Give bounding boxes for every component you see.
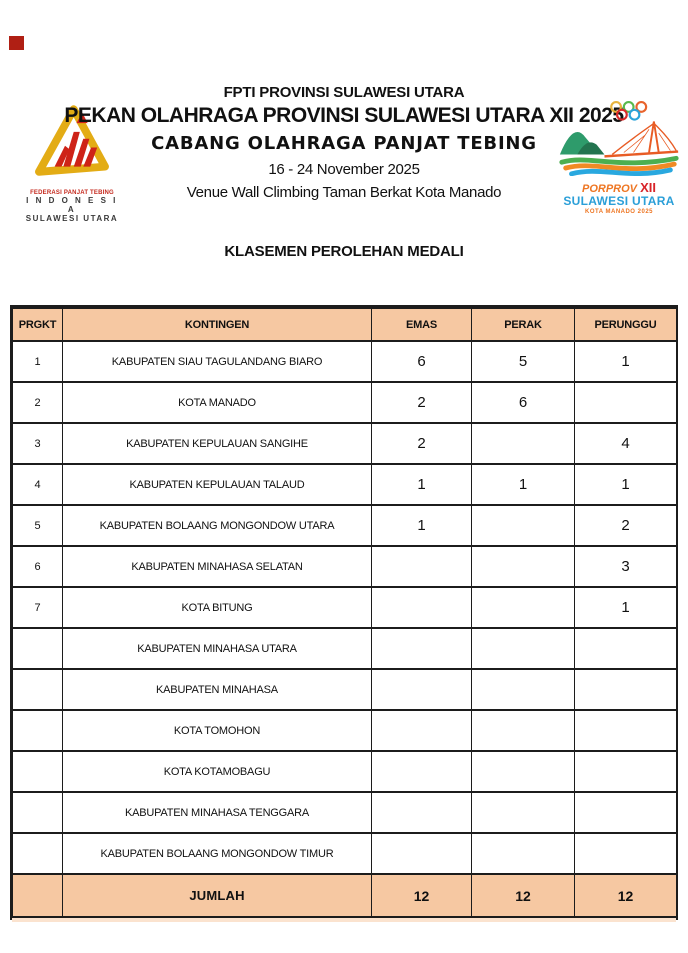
cell-rank — [13, 669, 63, 710]
cell-perak — [472, 833, 575, 874]
event-dates: 16 - 24 November 2025 — [268, 161, 420, 178]
porprov-logo-edition: XII — [640, 180, 656, 195]
table-row — [13, 341, 677, 382]
cell-emas: 2 — [372, 423, 472, 464]
cell-perunggu — [575, 792, 677, 833]
sport-branch-title: CABANG OLAHRAGA PANJAT TEBING — [151, 133, 537, 154]
table-row — [13, 546, 677, 587]
cell-rank: 2 — [13, 382, 63, 423]
porprov-logo-title — [554, 181, 684, 195]
event-venue: Venue Wall Climbing Taman Berkat Kota Manado — [186, 184, 502, 201]
cell-rank — [13, 833, 63, 874]
total-emas: 12 — [372, 874, 472, 917]
cell-perunggu: 1 — [575, 587, 677, 628]
total-perunggu: 12 — [575, 874, 677, 917]
cell-perunggu — [575, 833, 677, 874]
cell-perunggu — [575, 628, 677, 669]
cell-rank — [13, 751, 63, 792]
table-row — [13, 587, 677, 628]
cell-emas — [372, 628, 472, 669]
cell-kontingen: KABUPATEN KEPULAUAN TALAUD — [63, 464, 372, 505]
cell-emas — [372, 546, 472, 587]
col-header-emas: EMAS — [372, 308, 472, 341]
cell-emas — [372, 833, 472, 874]
cell-rank: 1 — [13, 341, 63, 382]
table-row — [13, 792, 677, 833]
cell-kontingen: KOTA TOMOHON — [63, 710, 372, 751]
table-row — [13, 382, 677, 423]
cell-emas: 1 — [372, 464, 472, 505]
cell-perak — [472, 505, 575, 546]
table-row — [13, 751, 677, 792]
table-row — [13, 628, 677, 669]
cell-kontingen: KOTA MANADO — [63, 382, 372, 423]
cell-perak: 1 — [472, 464, 575, 505]
cell-rank: 4 — [13, 464, 63, 505]
medal-table — [12, 307, 677, 918]
porprov-emblem-icon — [556, 98, 682, 176]
cell-emas — [372, 792, 472, 833]
cell-emas: 1 — [372, 505, 472, 546]
table-row — [13, 423, 677, 464]
total-perak: 12 — [472, 874, 575, 917]
cell-kontingen: KABUPATEN MINAHASA UTARA — [63, 628, 372, 669]
cell-rank — [13, 628, 63, 669]
cell-kontingen: KOTA BITUNG — [63, 587, 372, 628]
table-header-row — [13, 308, 677, 341]
fpti-logo-line1: FEDERASI PANJAT TEBING — [30, 190, 114, 196]
table-row — [13, 669, 677, 710]
cell-perak — [472, 423, 575, 464]
cell-perunggu — [575, 751, 677, 792]
red-corner-marker — [9, 36, 24, 50]
cell-rank: 7 — [13, 587, 63, 628]
porprov-logo — [554, 98, 684, 215]
cell-emas — [372, 669, 472, 710]
porprov-logo-host: KOTA MANADO 2025 — [584, 208, 653, 215]
cell-perunggu: 1 — [575, 464, 677, 505]
cell-perak: 5 — [472, 341, 575, 382]
cell-kontingen: KABUPATEN MINAHASA TENGGARA — [63, 792, 372, 833]
cell-perak — [472, 587, 575, 628]
cell-rank — [13, 710, 63, 751]
organization-title: FPTI PROVINSI SULAWESI UTARA — [223, 84, 465, 101]
cell-rank: 3 — [13, 423, 63, 464]
medal-table-body — [13, 341, 677, 874]
cell-kontingen: KABUPATEN BOLAANG MONGONDOW TIMUR — [63, 833, 372, 874]
total-rank-cell — [13, 874, 63, 917]
cell-emas: 6 — [372, 341, 472, 382]
porprov-logo-event: PORPROV — [582, 183, 638, 195]
cell-perunggu: 1 — [575, 341, 677, 382]
cell-perunggu — [575, 710, 677, 751]
table-row — [13, 464, 677, 505]
cell-perak — [472, 669, 575, 710]
cell-perak: 6 — [472, 382, 575, 423]
cell-emas: 2 — [372, 382, 472, 423]
cell-rank: 5 — [13, 505, 63, 546]
cell-emas — [372, 710, 472, 751]
cell-kontingen: KOTA KOTAMOBAGU — [63, 751, 372, 792]
cell-perak — [472, 628, 575, 669]
fpti-logo-line2: I N D O N E S I A — [26, 196, 118, 214]
section-title: KLASEMEN PEROLEHAN MEDALI — [224, 243, 464, 260]
cell-perunggu: 3 — [575, 546, 677, 587]
cell-kontingen: KABUPATEN KEPULAUAN SANGIHE — [63, 423, 372, 464]
cell-kontingen: KABUPATEN BOLAANG MONGONDOW UTARA — [63, 505, 372, 546]
cell-perunggu — [575, 669, 677, 710]
col-header-perunggu: PERUNGGU — [575, 308, 677, 341]
col-header-kontingen: KONTINGEN — [63, 308, 372, 341]
cell-emas — [372, 751, 472, 792]
cell-perak — [472, 546, 575, 587]
cell-perunggu — [575, 382, 677, 423]
table-total-row — [13, 874, 677, 917]
table-row — [13, 833, 677, 874]
table-row — [13, 710, 677, 751]
cell-perak — [472, 710, 575, 751]
cell-perak — [472, 792, 575, 833]
cell-emas — [372, 587, 472, 628]
cell-perak — [472, 751, 575, 792]
cell-perunggu: 4 — [575, 423, 677, 464]
cell-rank — [13, 792, 63, 833]
cell-kontingen: KABUPATEN SIAU TAGULANDANG BIARO — [63, 341, 372, 382]
porprov-logo-region: SULAWESI UTARA — [563, 194, 675, 208]
table-shadow-strip — [12, 918, 676, 922]
medal-table-wrap — [10, 305, 678, 920]
total-label: JUMLAH — [63, 874, 372, 917]
cell-kontingen: KABUPATEN MINAHASA — [63, 669, 372, 710]
event-title: PEKAN OLAHRAGA PROVINSI SULAWESI UTARA XII 2025 — [64, 104, 624, 127]
col-header-rank: PRGKT — [13, 308, 63, 341]
cell-rank: 6 — [13, 546, 63, 587]
fpti-logo-line3: SULAWESI UTARA — [25, 214, 119, 223]
table-row — [13, 505, 677, 546]
cell-perunggu: 2 — [575, 505, 677, 546]
col-header-perak: PERAK — [472, 308, 575, 341]
cell-kontingen: KABUPATEN MINAHASA SELATAN — [63, 546, 372, 587]
